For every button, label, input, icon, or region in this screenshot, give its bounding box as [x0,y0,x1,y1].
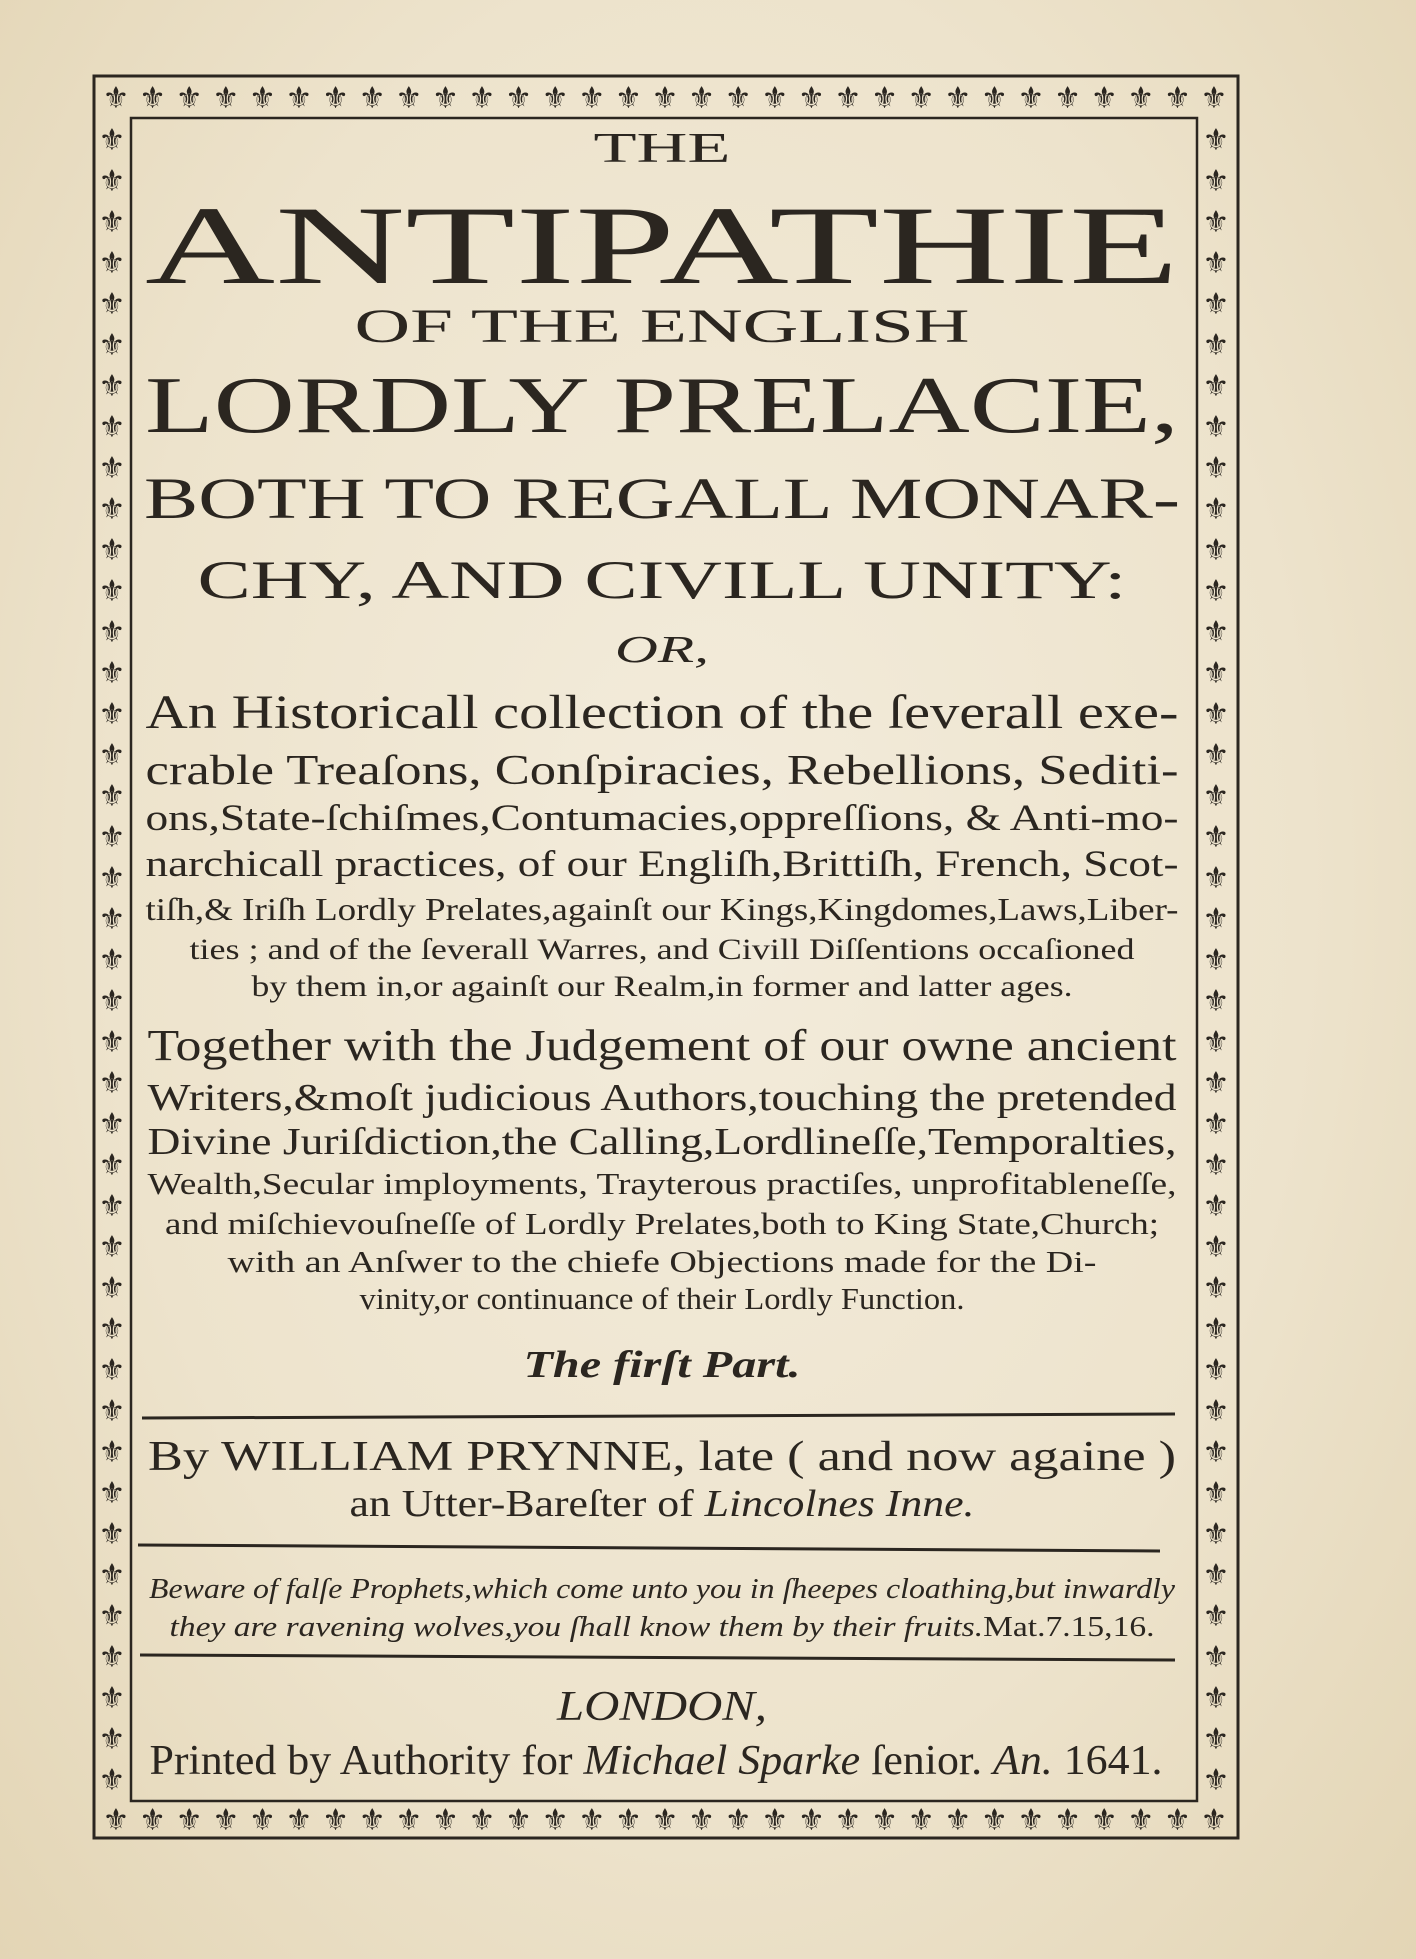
fleur-de-lis-icon: ⚜ [724,1803,752,1838]
fleur-de-lis-icon: ⚜ [98,574,126,609]
fleur-de-lis-icon: ⚜ [98,984,126,1019]
fleur-de-lis-icon: ⚜ [1202,656,1230,691]
fleur-de-lis-icon: ⚜ [871,1803,899,1838]
fleur-de-lis-icon: ⚜ [688,1803,716,1838]
fleur-de-lis-icon: ⚜ [285,1803,313,1838]
fleur-de-lis-icon: ⚜ [578,1803,606,1838]
description-line: ties ; and of the ſeverall Warres, and Civill Diſſentions occaſioned [189,933,1135,966]
fleur-de-lis-icon: ⚜ [98,1640,126,1675]
fleur-de-lis-icon: ⚜ [1202,1722,1230,1757]
fleur-de-lis-icon: ⚜ [980,81,1008,116]
fleur-de-lis-icon: ⚜ [98,328,126,363]
fleur-de-lis-icon: ⚜ [614,81,642,116]
fleur-de-lis-icon: ⚜ [98,779,126,814]
fleur-de-lis-icon: ⚜ [761,1803,789,1838]
fleur-de-lis-icon: ⚜ [1202,697,1230,732]
fleur-de-lis-icon: ⚜ [1202,1435,1230,1470]
fleur-de-lis-icon: ⚜ [98,1148,126,1183]
fleur-de-lis-icon: ⚜ [1202,1640,1230,1675]
fleur-de-lis-icon: ⚜ [1202,1681,1230,1716]
fleur-de-lis-icon: ⚜ [358,81,386,116]
title-or: OR, [615,629,709,671]
fleur-de-lis-icon: ⚜ [1202,369,1230,404]
fleur-de-lis-icon: ⚜ [98,1476,126,1511]
imprint-printed-by: Printed by Authority for [149,1738,565,1784]
fleur-de-lis-icon: ⚜ [175,81,203,116]
title-antipathie: ANTIPATHIE [145,184,1179,308]
fleur-de-lis-icon: ⚜ [98,1763,126,1798]
fleur-de-lis-icon: ⚜ [102,1803,130,1838]
fleur-de-lis-icon: ⚜ [1202,287,1230,322]
fleur-de-lis-icon: ⚜ [322,1803,350,1838]
motto-reference: Mat.7.15,16. [983,1611,1132,1643]
together-line: and miſchievouſneſſe of Lordly Prelates,both to King State,Church; [165,1206,1159,1241]
fleur-de-lis-icon: ⚜ [98,1312,126,1347]
fleur-de-lis-icon: ⚜ [98,246,126,281]
fleur-de-lis-icon: ⚜ [761,81,789,116]
fleur-de-lis-icon: ⚜ [1202,1230,1230,1265]
description-line: An Historicall collection of the ſeverall exe- [145,686,1179,739]
together-line: Writers,&moſt judicious Authors,touching the pretended [147,1077,1177,1119]
fleur-de-lis-icon: ⚜ [98,738,126,773]
fleur-de-lis-icon: ⚜ [98,287,126,322]
fleur-de-lis-icon: ⚜ [724,81,752,116]
fleur-de-lis-icon: ⚜ [1202,738,1230,773]
fleur-de-lis-icon: ⚜ [1202,123,1230,158]
fleur-de-lis-icon: ⚜ [1202,1599,1230,1634]
description-line: ons,State-ſchiſmes,Contumacies,oppreſſions, & Anti-mo- [145,798,1179,839]
fleur-de-lis-icon: ⚜ [1163,1803,1191,1838]
fleur-de-lis-icon: ⚜ [980,1803,1008,1838]
fleur-de-lis-icon: ⚜ [1202,1107,1230,1142]
fleur-de-lis-icon: ⚜ [98,205,126,240]
fleur-de-lis-icon: ⚜ [1202,328,1230,363]
fleur-de-lis-icon: ⚜ [139,81,167,116]
fleur-de-lis-icon: ⚜ [541,81,569,116]
fleur-de-lis-icon: ⚜ [505,81,533,116]
fleur-de-lis-icon: ⚜ [1202,533,1230,568]
imprint-senior: ſenior. [860,1738,988,1784]
imprint-line [150,1738,1163,1784]
fleur-de-lis-icon: ⚜ [139,1803,167,1838]
together-line: Together with the Judgement of our owne ancient [147,1021,1177,1070]
motto-line: Beware of falſe Prophets,which come unto you in ſheepes cloathing,but inwardly [149,1573,1176,1605]
fleur-de-lis-icon: ⚜ [98,820,126,855]
fleur-de-lis-icon: ⚜ [212,81,240,116]
lincolnes-inne: Lincolnes Inne. [704,1483,939,1525]
motto-line-2 [170,1611,1155,1643]
fleur-de-lis-icon: ⚜ [1054,1803,1082,1838]
fleur-de-lis-icon: ⚜ [1163,81,1191,116]
fleur-de-lis-icon: ⚜ [1202,205,1230,240]
fleur-de-lis-icon: ⚜ [468,81,496,116]
fleur-de-lis-icon: ⚜ [431,81,459,116]
fleur-de-lis-icon: ⚜ [1202,164,1230,199]
fleur-de-lis-icon: ⚜ [1202,492,1230,527]
together-line: Wealth,Secular imployments, Trayterous practiſes, unprofitableneſſe, [147,1166,1177,1201]
fleur-de-lis-icon: ⚜ [98,1681,126,1716]
fleur-de-lis-icon: ⚜ [98,1722,126,1757]
fleur-de-lis-icon: ⚜ [1090,1803,1118,1838]
fleur-de-lis-icon: ⚜ [98,1353,126,1388]
fleur-de-lis-icon: ⚜ [98,697,126,732]
fleur-de-lis-icon: ⚜ [1202,779,1230,814]
fleur-de-lis-icon: ⚜ [1202,1189,1230,1224]
rule [140,1655,1175,1660]
fleur-de-lis-icon: ⚜ [1202,1271,1230,1306]
fleur-de-lis-icon: ⚜ [1202,1517,1230,1552]
title-of-the-english: OF THE ENGLISH [354,300,970,353]
fleur-de-lis-icon: ⚜ [797,1803,825,1838]
fleur-de-lis-icon: ⚜ [98,451,126,486]
fleur-de-lis-icon: ⚜ [651,1803,679,1838]
imprint-publisher: Michael Sparke [583,1738,849,1784]
fleur-de-lis-icon: ⚜ [541,1803,569,1838]
fleur-de-lis-icon: ⚜ [614,1803,642,1838]
fleur-de-lis-icon: ⚜ [322,81,350,116]
fleur-de-lis-icon: ⚜ [1202,1763,1230,1798]
fleur-de-lis-icon: ⚜ [1202,615,1230,650]
fleur-de-lis-icon: ⚜ [98,1271,126,1306]
fleur-de-lis-icon: ⚜ [395,81,423,116]
fleur-de-lis-icon: ⚜ [98,615,126,650]
fleur-de-lis-icon: ⚜ [1202,246,1230,281]
fleur-de-lis-icon: ⚜ [98,1025,126,1060]
author-line-2-text: an Utter-Bareſter of [349,1483,658,1525]
fleur-de-lis-icon: ⚜ [1054,81,1082,116]
fleur-de-lis-icon: ⚜ [102,81,130,116]
fleur-de-lis-icon: ⚜ [1017,81,1045,116]
description-line: crable Treaſons, Conſpiracies, Rebellions, Sediti- [145,748,1179,794]
title-line-both: BOTH TO REGALL MONAR- [144,466,1180,531]
fleur-de-lis-icon: ⚜ [1202,861,1230,896]
fleur-de-lis-icon: ⚜ [651,81,679,116]
fleur-de-lis-icon: ⚜ [175,1803,203,1838]
fleur-de-lis-icon: ⚜ [1202,1353,1230,1388]
fleur-de-lis-icon: ⚜ [834,81,862,116]
fleur-de-lis-icon: ⚜ [1202,820,1230,855]
imprint-anno: An. [993,1738,1051,1784]
fleur-de-lis-icon: ⚜ [688,81,716,116]
fleur-de-lis-icon: ⚜ [98,1107,126,1142]
fleur-de-lis-icon: ⚜ [98,1230,126,1265]
fleur-de-lis-icon: ⚜ [285,81,313,116]
fleur-de-lis-icon: ⚜ [505,1803,533,1838]
fleur-de-lis-icon: ⚜ [431,1803,459,1838]
fleur-de-lis-icon: ⚜ [1202,574,1230,609]
title-the: THE [593,126,731,172]
fleur-de-lis-icon: ⚜ [1202,451,1230,486]
fleur-de-lis-icon: ⚜ [1202,943,1230,978]
fleur-de-lis-icon: ⚜ [1202,902,1230,937]
fleur-de-lis-icon: ⚜ [98,1517,126,1552]
fleur-de-lis-icon: ⚜ [98,1558,126,1593]
fleur-de-lis-icon: ⚜ [944,81,972,116]
fleur-de-lis-icon: ⚜ [1127,81,1155,116]
fleur-de-lis-icon: ⚜ [98,410,126,445]
fleur-de-lis-icon: ⚜ [98,861,126,896]
fleur-de-lis-icon: ⚜ [1200,81,1228,116]
author-line: By WILLIAM PRYNNE, late ( and now againe ) [148,1434,1176,1480]
fleur-de-lis-icon: ⚜ [1202,1476,1230,1511]
fleur-de-lis-icon: ⚜ [98,1394,126,1429]
fleur-de-lis-icon: ⚜ [1017,1803,1045,1838]
fleur-de-lis-icon: ⚜ [1202,1394,1230,1429]
fleur-de-lis-icon: ⚜ [468,1803,496,1838]
title-line-chy: CHY, AND CIVILL UNITY: [197,550,1127,610]
fleur-de-lis-icon: ⚜ [98,533,126,568]
description-line: tiſh,& Iriſh Lordly Prelates,againſt our Kings,Kingdomes,Laws,Liber- [145,891,1179,927]
rule [142,1414,1175,1418]
fleur-de-lis-icon: ⚜ [98,656,126,691]
together-line: vinity,or continuance of their Lordly Function. [359,1281,965,1316]
together-line: with an Anſwer to the chiefe Objections made for the Di- [227,1244,1097,1279]
description-line: by them in,or againſt our Realm,in former and latter ages. [251,970,1073,1003]
fleur-de-lis-icon: ⚜ [1202,1312,1230,1347]
fleur-de-lis-icon: ⚜ [907,81,935,116]
fleur-de-lis-icon: ⚜ [395,1803,423,1838]
fleur-de-lis-icon: ⚜ [98,123,126,158]
fleur-de-lis-icon: ⚜ [1202,1025,1230,1060]
fleur-de-lis-icon: ⚜ [578,81,606,116]
fleur-de-lis-icon: ⚜ [358,1803,386,1838]
fleur-de-lis-icon: ⚜ [797,81,825,116]
fleur-de-lis-icon: ⚜ [944,1803,972,1838]
together-line: Divine Juriſdiction,the Calling,Lordlineſſe,Temporalties, [147,1121,1177,1163]
fleur-de-lis-icon: ⚜ [98,1435,126,1470]
fleur-de-lis-icon: ⚜ [834,1803,862,1838]
motto-text: they are ravening wolves,you ſhall know them by their fruits. [169,1611,874,1643]
fleur-de-lis-icon: ⚜ [1202,984,1230,1019]
fleur-de-lis-icon: ⚜ [248,1803,276,1838]
fleur-de-lis-icon: ⚜ [248,81,276,116]
fleur-de-lis-icon: ⚜ [1200,1803,1228,1838]
fleur-de-lis-icon: ⚜ [1202,1558,1230,1593]
author-line-2 [350,1483,975,1525]
fleur-de-lis-icon: ⚜ [98,1599,126,1634]
fleur-de-lis-icon: ⚜ [212,1803,240,1838]
fleur-de-lis-icon: ⚜ [98,1066,126,1101]
imprint-year: 1641. [1052,1738,1158,1784]
fleur-de-lis-icon: ⚜ [1202,410,1230,445]
fleur-de-lis-icon: ⚜ [98,492,126,527]
fleur-de-lis-icon: ⚜ [1090,81,1118,116]
rule [138,1545,1160,1551]
fleur-de-lis-icon: ⚜ [1202,1066,1230,1101]
part-label: The firſt Part. [523,1344,801,1386]
fleur-de-lis-icon: ⚜ [871,81,899,116]
fleur-de-lis-icon: ⚜ [1127,1803,1155,1838]
fleur-de-lis-icon: ⚜ [907,1803,935,1838]
title-lordly-prelacie: LORDLY PRELACIE, [145,362,1179,450]
fleur-de-lis-icon: ⚜ [98,369,126,404]
fleur-de-lis-icon: ⚜ [98,902,126,937]
fleur-de-lis-icon: ⚜ [98,1189,126,1224]
imprint-place: LONDON, [555,1684,767,1730]
fleur-de-lis-icon: ⚜ [1202,1148,1230,1183]
description-line: narchicall practices, of our Engliſh,Brittiſh, French, Scot- [145,844,1179,885]
fleur-de-lis-icon: ⚜ [98,943,126,978]
fleur-de-lis-icon: ⚜ [98,164,126,199]
